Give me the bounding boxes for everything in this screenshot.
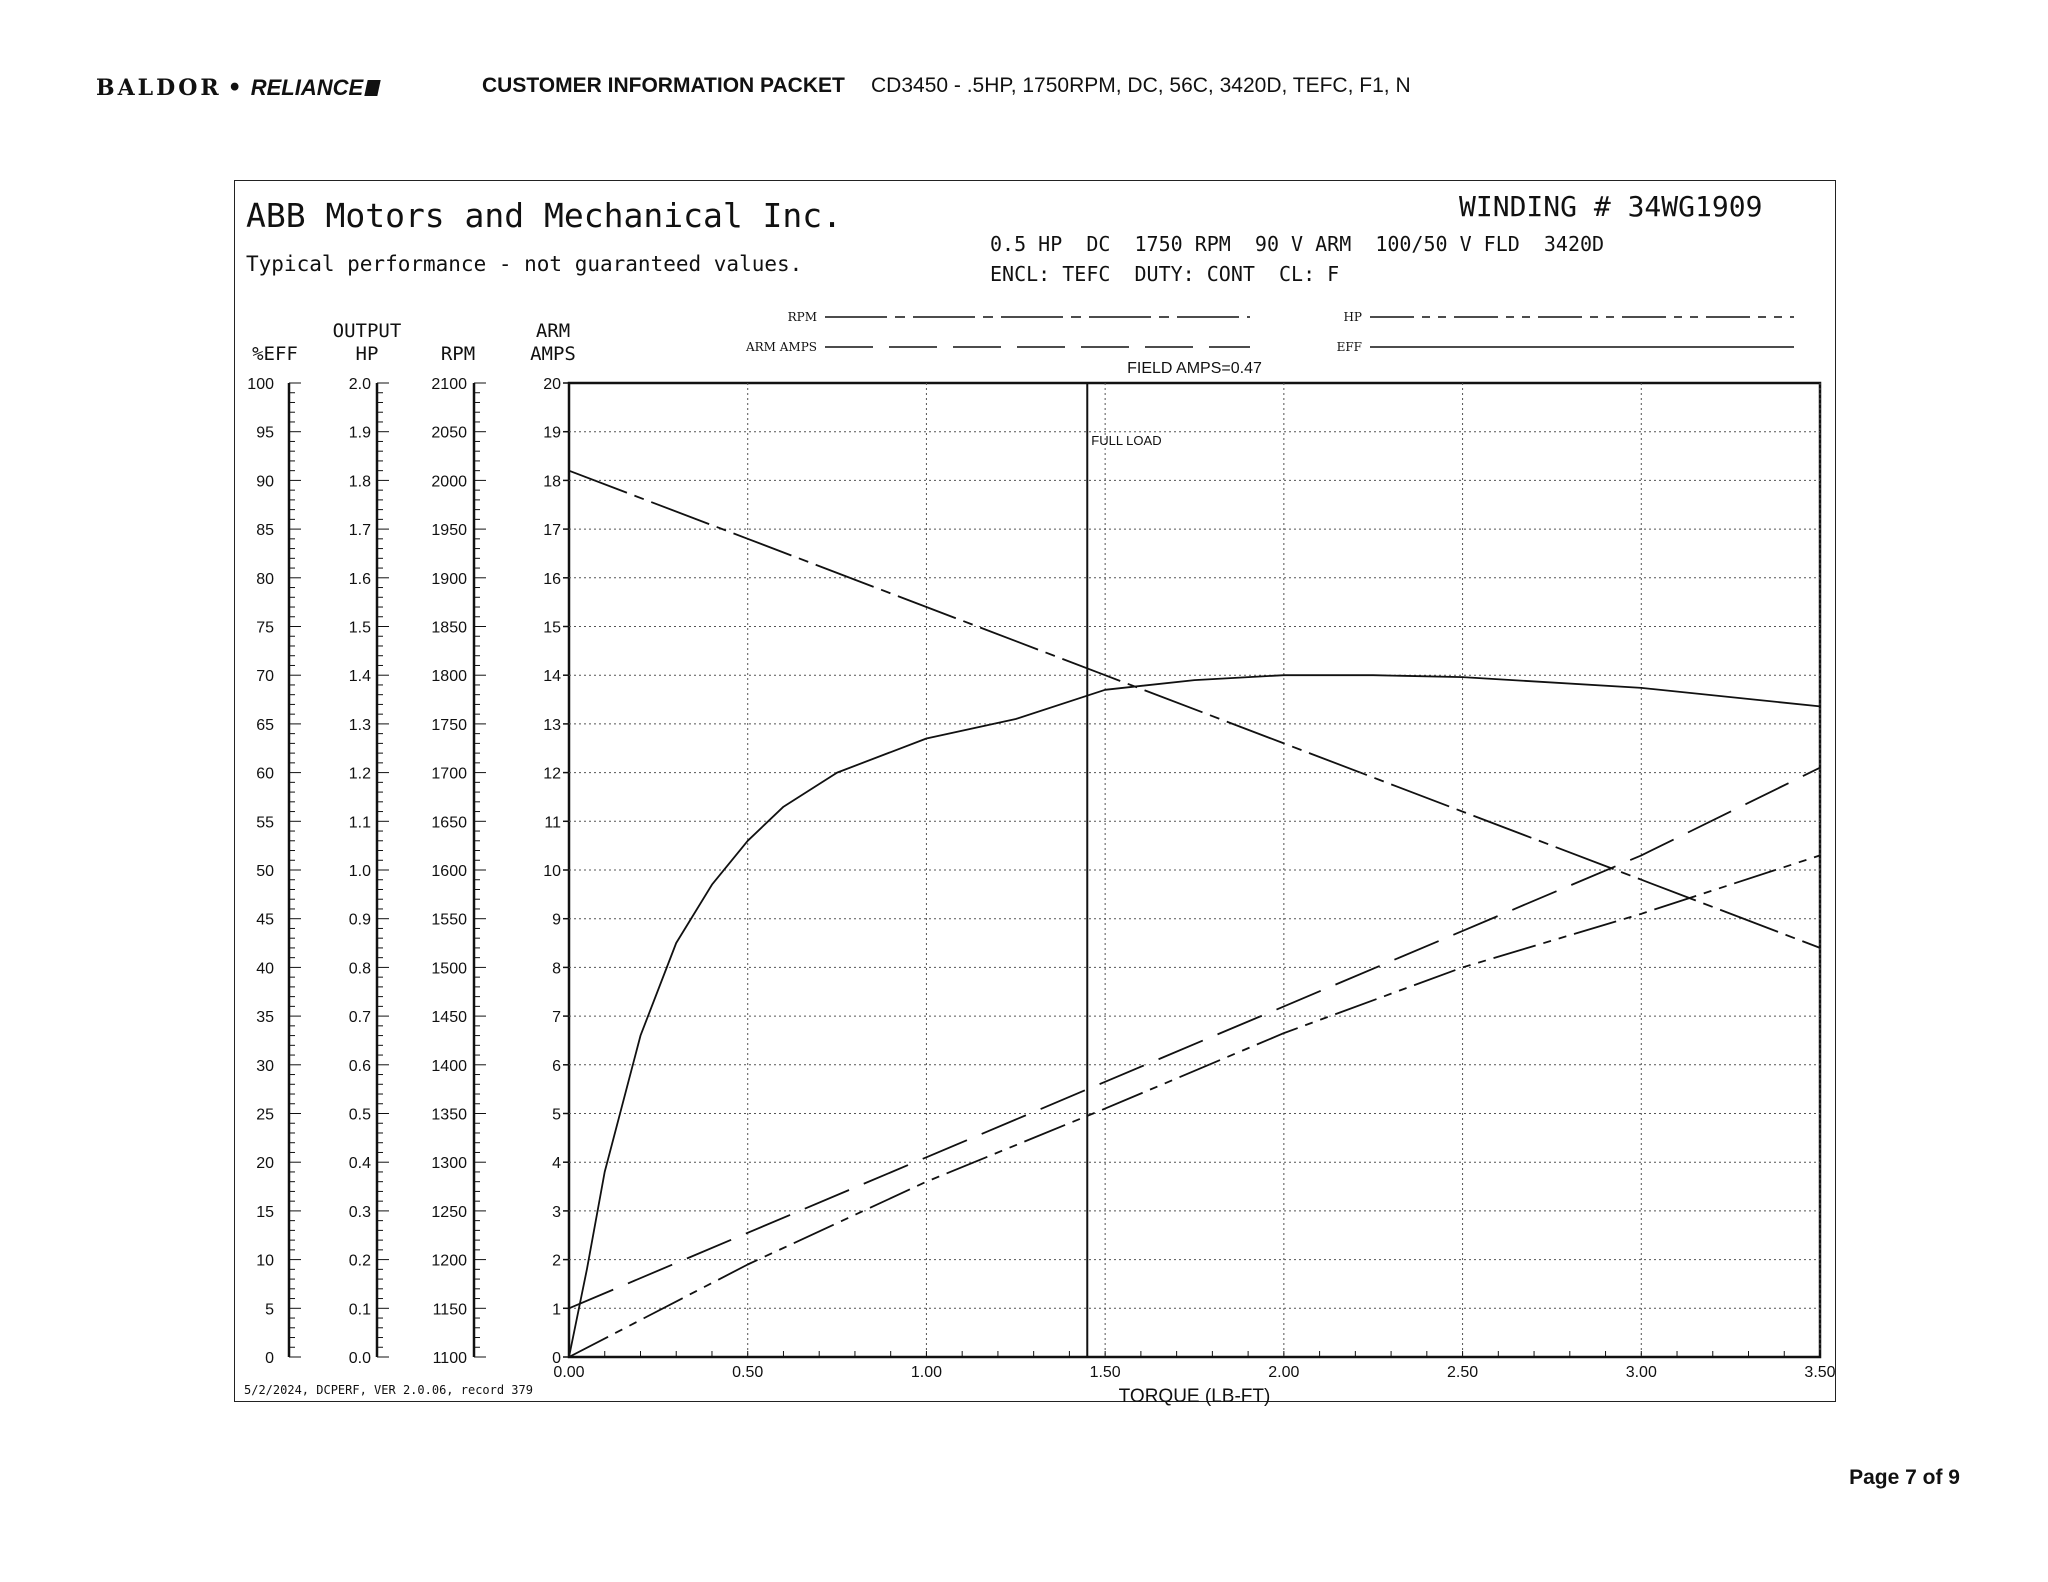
hp-tick-label: 0.7 <box>348 1009 371 1027</box>
x-tick-label: 0.50 <box>732 1364 764 1381</box>
hp-axis-title-top: OUTPUT <box>332 320 402 342</box>
eff-tick-label: 60 <box>256 765 274 783</box>
hp-tick-label: 0.6 <box>348 1057 371 1075</box>
eff-tick-label: 25 <box>256 1106 274 1124</box>
hp-tick-label: 0.9 <box>348 911 371 929</box>
eff-tick-label: 80 <box>256 570 274 588</box>
rpm-tick-label: 1500 <box>431 960 467 978</box>
eff-tick-label: 75 <box>256 619 274 637</box>
legend-label: RPM <box>787 310 817 324</box>
amps-tick-label: 12 <box>543 765 561 783</box>
amps-tick-label: 11 <box>544 814 561 832</box>
rpm-tick-label: 1750 <box>431 716 467 734</box>
hp-tick-label: 0.2 <box>348 1252 371 1270</box>
x-tick-label: 1.50 <box>1089 1364 1121 1381</box>
eff-tick-label: 5 <box>265 1301 274 1319</box>
rpm-tick-label: 2000 <box>431 473 467 491</box>
print-footer: 5/2/2024, DCPERF, VER 2.0.06, record 379 <box>244 1383 533 1397</box>
chart-title: FIELD AMPS=0.47 <box>1127 360 1262 377</box>
amps-tick-label: 1 <box>552 1301 561 1319</box>
eff-tick-label: 40 <box>256 960 274 978</box>
hp-tick-label: 1.1 <box>348 814 371 832</box>
amps-tick-label: 10 <box>543 863 561 880</box>
hp-axis-title: HP <box>355 343 379 365</box>
eff-tick-label: 0 <box>265 1350 274 1367</box>
rpm-tick-label: 1950 <box>431 522 467 540</box>
x-tick-label: 1.00 <box>910 1364 942 1381</box>
hp-tick-label: 1.9 <box>348 424 371 442</box>
amps-tick-label: 19 <box>543 424 561 442</box>
rpm-tick-label: 1250 <box>431 1203 467 1221</box>
series-rpm <box>569 471 1820 948</box>
rpm-tick-label: 1400 <box>431 1057 467 1075</box>
rpm-tick-label: 1600 <box>431 863 467 880</box>
series-hp <box>569 855 1820 1357</box>
winding-number: WINDING # 34WG1909 <box>1459 190 1763 223</box>
rpm-tick-label: 1350 <box>431 1106 467 1124</box>
hp-tick-label: 1.5 <box>348 619 371 637</box>
amps-tick-label: 18 <box>543 473 561 491</box>
eff-tick-label: 55 <box>256 814 274 832</box>
eff-tick-label: 50 <box>256 863 274 880</box>
logo-baldor: BALDOR <box>96 75 222 101</box>
amps-tick-label: 2 <box>552 1252 561 1270</box>
eff-tick-label: 45 <box>256 911 274 929</box>
x-tick-label: 3.50 <box>1804 1364 1836 1381</box>
rpm-tick-label: 1700 <box>431 765 467 783</box>
eff-tick-label: 90 <box>256 473 274 491</box>
amps-tick-label: 0 <box>552 1350 561 1367</box>
packet-title: CUSTOMER INFORMATION PACKET <box>482 74 845 97</box>
eff-tick-label: 15 <box>256 1203 274 1221</box>
hp-tick-label: 2.0 <box>348 376 371 393</box>
spec-line-1: 0.5 HP DC 1750 RPM 90 V ARM 100/50 V FLD 3420D <box>990 232 1605 256</box>
page-number: Page 7 of 9 <box>1849 1466 1960 1489</box>
rpm-tick-label: 1150 <box>432 1301 467 1319</box>
hp-tick-label: 1.7 <box>348 522 371 540</box>
series-arm-amps <box>569 768 1820 1309</box>
legend-label: ARM AMPS <box>745 340 817 354</box>
rpm-tick-label: 1650 <box>431 814 467 832</box>
disclaimer: Typical performance - not guaranteed values. <box>246 252 803 276</box>
rpm-tick-label: 1450 <box>431 1009 467 1027</box>
eff-axis-title: %EFF <box>252 343 298 365</box>
eff-tick-label: 35 <box>256 1009 274 1027</box>
logo-reliance: RELIANCE <box>250 75 364 100</box>
amps-tick-label: 5 <box>552 1106 561 1124</box>
legend-label: HP <box>1343 310 1362 324</box>
product-description: CD3450 - .5HP, 1750RPM, DC, 56C, 3420D, TEFC, F1, N <box>871 74 1411 97</box>
amps-tick-label: 16 <box>543 570 561 588</box>
x-tick-label: 2.50 <box>1447 1364 1479 1381</box>
rpm-tick-label: 2100 <box>431 376 467 393</box>
amps-tick-label: 8 <box>552 960 561 978</box>
amps-tick-label: 4 <box>552 1155 561 1173</box>
hp-tick-label: 1.2 <box>348 765 371 783</box>
amps-tick-label: 3 <box>552 1203 561 1221</box>
amps-axis-title: AMPS <box>530 343 576 365</box>
hp-tick-label: 1.6 <box>348 570 371 588</box>
hp-tick-label: 1.3 <box>348 716 371 734</box>
hp-tick-label: 0.4 <box>348 1155 371 1173</box>
rpm-axis-title: RPM <box>440 343 476 365</box>
rpm-tick-label: 1300 <box>431 1155 467 1173</box>
hp-tick-label: 0.8 <box>348 960 371 978</box>
amps-tick-label: 7 <box>552 1009 561 1027</box>
logo-dot: • <box>227 75 245 101</box>
x-tick-label: 2.00 <box>1268 1364 1300 1381</box>
rpm-tick-label: 1800 <box>431 668 467 686</box>
amps-axis-title-top: ARM <box>535 320 571 342</box>
hp-tick-label: 0.5 <box>348 1106 371 1124</box>
eff-tick-label: 10 <box>256 1252 274 1270</box>
x-tick-label: 3.00 <box>1625 1364 1657 1381</box>
amps-tick-label: 13 <box>543 716 561 734</box>
amps-tick-label: 15 <box>543 619 561 637</box>
eff-tick-label: 100 <box>247 376 274 393</box>
eff-tick-label: 70 <box>256 668 274 686</box>
full-load-label: FULL LOAD <box>1091 433 1162 448</box>
amps-tick-label: 20 <box>543 376 561 393</box>
rpm-tick-label: 1850 <box>431 619 467 637</box>
hp-tick-label: 0.1 <box>348 1301 371 1319</box>
rpm-tick-label: 1900 <box>431 570 467 588</box>
x-tick-label: 0.00 <box>553 1364 585 1381</box>
amps-tick-label: 14 <box>543 668 561 686</box>
eff-tick-label: 30 <box>256 1057 274 1075</box>
eff-tick-label: 20 <box>256 1155 274 1173</box>
eff-tick-label: 65 <box>256 716 274 734</box>
rpm-tick-label: 1200 <box>431 1252 467 1270</box>
eff-tick-label: 85 <box>256 522 274 540</box>
amps-tick-label: 17 <box>543 522 561 540</box>
hp-tick-label: 1.0 <box>348 863 371 880</box>
hp-tick-label: 1.8 <box>348 473 371 491</box>
rpm-tick-label: 1100 <box>432 1350 467 1367</box>
amps-tick-label: 6 <box>552 1057 561 1075</box>
rpm-tick-label: 2050 <box>431 424 467 442</box>
rpm-tick-label: 1550 <box>431 911 467 929</box>
hp-tick-label: 0.0 <box>348 1350 371 1367</box>
amps-tick-label: 9 <box>552 911 561 929</box>
hp-tick-label: 0.3 <box>348 1203 371 1221</box>
spec-line-2: ENCL: TEFC DUTY: CONT CL: F <box>990 262 1340 286</box>
company-name: ABB Motors and Mechanical Inc. <box>246 196 843 235</box>
hp-tick-label: 1.4 <box>348 668 371 686</box>
eff-tick-label: 95 <box>256 424 274 442</box>
legend-label: EFF <box>1336 340 1362 354</box>
x-axis-label: TORQUE (LB-FT) <box>1118 1386 1271 1407</box>
